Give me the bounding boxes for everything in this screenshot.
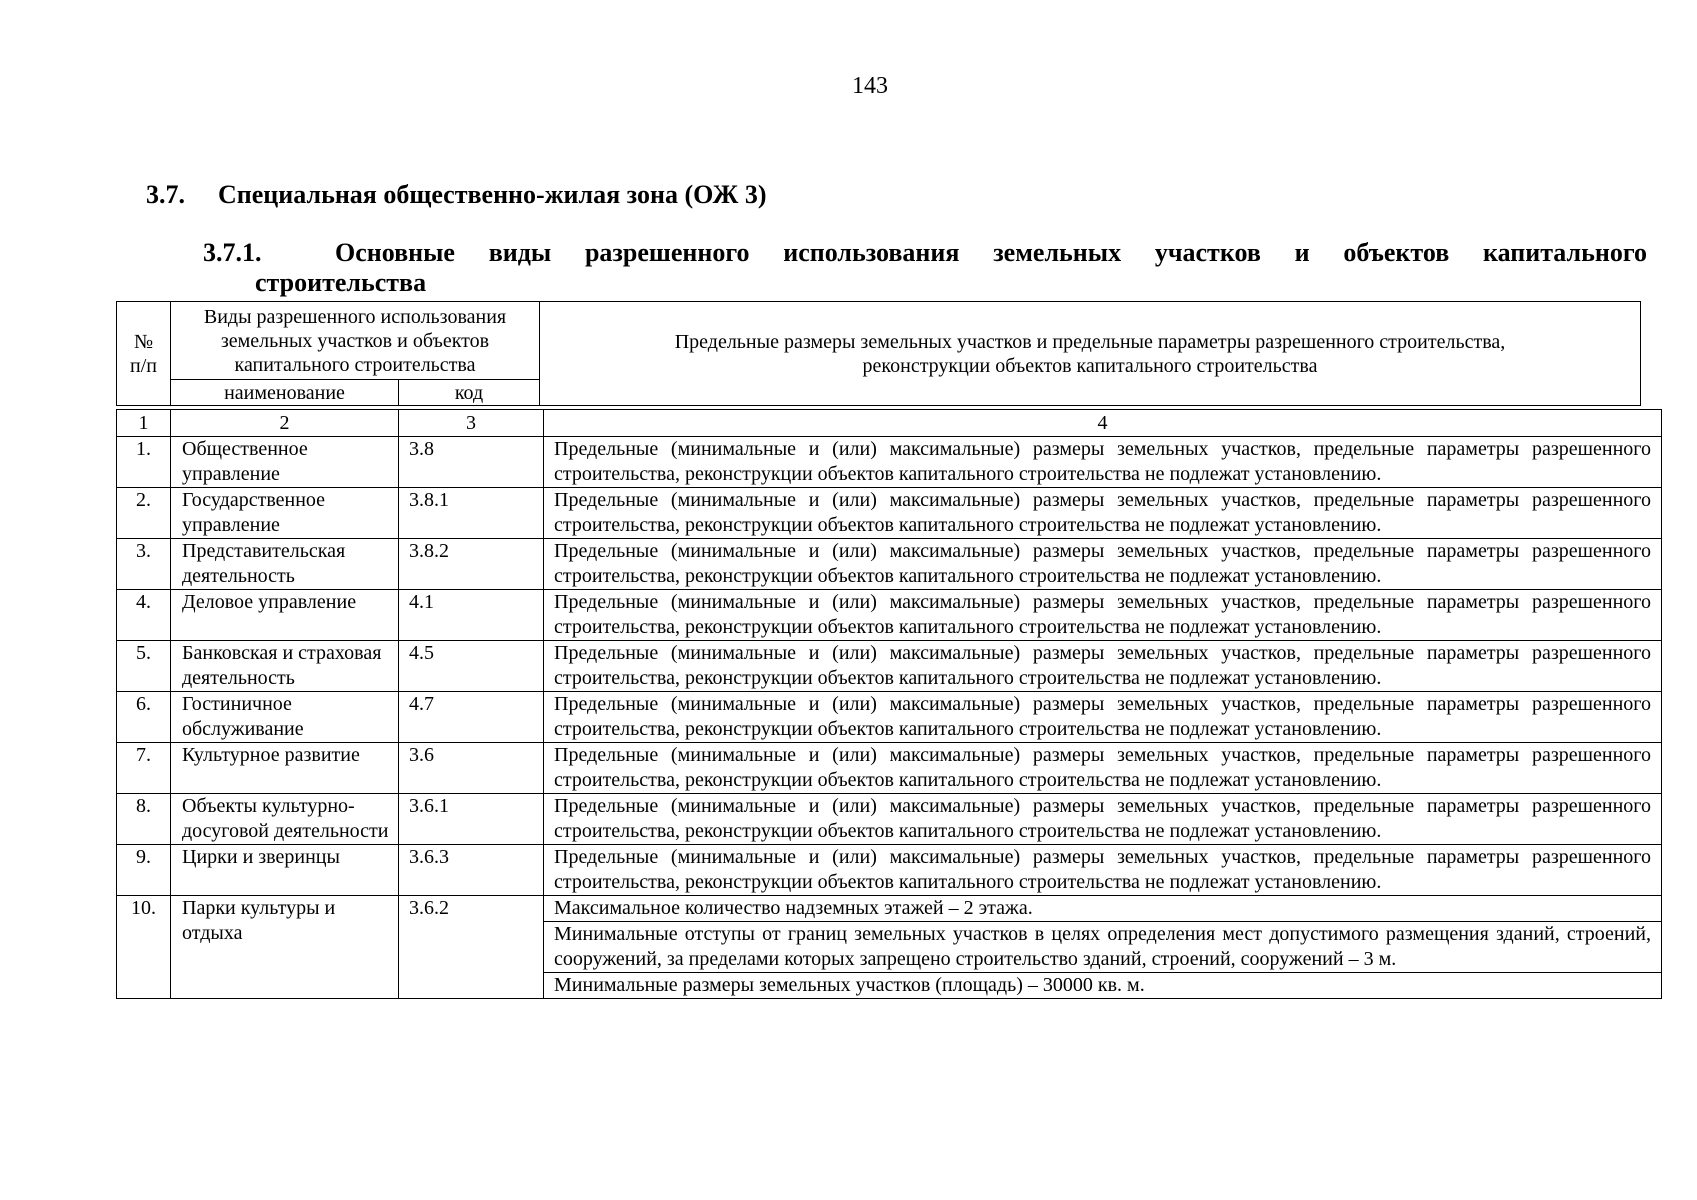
subsection-title — [203, 238, 1647, 298]
row-number: 9. — [117, 845, 171, 896]
row-number: 7. — [117, 743, 171, 794]
table-row — [117, 437, 1662, 488]
main-table — [116, 409, 1662, 999]
section-number: 3.7. — [146, 180, 185, 209]
row-number: 6. — [117, 692, 171, 743]
subsection-title-line1 — [203, 238, 1647, 268]
row-use-name: Деловое управление — [171, 590, 399, 641]
section-title — [146, 180, 767, 210]
header-name: наименование — [171, 380, 399, 406]
subsection-title-line2: строительства — [255, 268, 427, 297]
row-limits: Минимальные отступы от границ земельных участков в целях определения мест допустимого размещения зданий, строений, сооружений, за пределами которых запрещено строительство зданий, строений, сооружений – 3 м. — [544, 922, 1662, 973]
row-limits: Максимальное количество надземных этажей – 2 этажа. — [544, 896, 1662, 922]
table-row — [117, 794, 1662, 845]
row-use-name: Объекты культурно-досуговой деятельности — [171, 794, 399, 845]
row-number: 8. — [117, 794, 171, 845]
row-number: 1. — [117, 437, 171, 488]
section-title-text: Специальная общественно-жилая зона (ОЖ 3) — [218, 180, 767, 209]
row-limits: Предельные (минимальные и (или) максимальные) размеры земельных участков, предельные параметры разрешенного строительства, реконструкции объектов капитального строительства не подлежат установлению. — [544, 488, 1662, 539]
row-use-code: 3.6.2 — [399, 896, 544, 999]
row-use-name: Банковская и страховая деятельность — [171, 641, 399, 692]
row-number: 10. — [117, 896, 171, 999]
row-limits: Минимальные размеры земельных участков (площадь) – 30000 кв. м. — [544, 973, 1662, 999]
header-limits: Предельные размеры земельных участков и предельные параметры разрешенного строительства, реконструкции объектов капитального строительства — [540, 302, 1641, 406]
row-limits: Предельные (минимальные и (или) максимальные) размеры земельных участков, предельные параметры разрешенного строительства, реконструкции объектов капитального строительства не подлежат установлению. — [544, 437, 1662, 488]
subsection-number: 3.7.1. — [203, 238, 262, 267]
row-use-code: 4.5 — [399, 641, 544, 692]
row-use-name: Цирки и зверинцы — [171, 845, 399, 896]
column-index: 4 — [544, 410, 1662, 437]
row-use-code: 4.7 — [399, 692, 544, 743]
table-row — [117, 743, 1662, 794]
row-use-code: 3.8.2 — [399, 539, 544, 590]
table-row — [117, 845, 1662, 896]
row-limits: Предельные (минимальные и (или) максимальные) размеры земельных участков, предельные параметры разрешенного строительства, реконструкции объектов капитального строительства не подлежат установлению. — [544, 590, 1662, 641]
column-index: 1 — [117, 410, 171, 437]
page-number: 143 — [852, 73, 888, 99]
row-use-name: Общественное управление — [171, 437, 399, 488]
row-limits: Предельные (минимальные и (или) максимальные) размеры земельных участков, предельные параметры разрешенного строительства, реконструкции объектов капитального строительства не подлежат установлению. — [544, 743, 1662, 794]
row-use-code: 3.6.1 — [399, 794, 544, 845]
row-use-name: Государственное управление — [171, 488, 399, 539]
header-number: № п/п — [117, 302, 171, 406]
row-limits: Предельные (минимальные и (или) максимальные) размеры земельных участков, предельные параметры разрешенного строительства, реконструкции объектов капитального строительства не подлежат установлению. — [544, 641, 1662, 692]
row-use-code: 4.1 — [399, 590, 544, 641]
table-row — [117, 896, 1662, 922]
row-use-name: Парки культуры и отдыха — [171, 896, 399, 999]
row-number: 5. — [117, 641, 171, 692]
table-header — [116, 301, 1641, 406]
table-row — [117, 488, 1662, 539]
row-use-code: 3.8.1 — [399, 488, 544, 539]
table-row — [117, 539, 1662, 590]
row-limits: Предельные (минимальные и (или) максимальные) размеры земельных участков, предельные параметры разрешенного строительства, реконструкции объектов капитального строительства не подлежат установлению. — [544, 692, 1662, 743]
row-use-name: Представительская деятельность — [171, 539, 399, 590]
row-limits: Предельные (минимальные и (или) максимальные) размеры земельных участков, предельные параметры разрешенного строительства, реконструкции объектов капитального строительства не подлежат установлению. — [544, 845, 1662, 896]
column-index: 3 — [399, 410, 544, 437]
header-use-types: Виды разрешенного использования земельных участков и объектов капитального строительства — [171, 302, 540, 380]
row-number: 4. — [117, 590, 171, 641]
row-use-name: Гостиничное обслуживание — [171, 692, 399, 743]
row-limits: Предельные (минимальные и (или) максимальные) размеры земельных участков, предельные параметры разрешенного строительства, реконструкции объектов капитального строительства не подлежат установлению. — [544, 794, 1662, 845]
header-code: код — [399, 380, 540, 406]
table-row — [117, 692, 1662, 743]
subsection-title-text: Основные виды разрешенного использования земельных участков и объектов капитального — [335, 238, 1647, 267]
column-index: 2 — [171, 410, 399, 437]
table-row — [117, 641, 1662, 692]
row-use-code: 3.6.3 — [399, 845, 544, 896]
table-row — [117, 590, 1662, 641]
row-number: 3. — [117, 539, 171, 590]
column-index-row — [117, 410, 1662, 437]
row-number: 2. — [117, 488, 171, 539]
row-use-code: 3.8 — [399, 437, 544, 488]
row-use-name: Культурное развитие — [171, 743, 399, 794]
row-use-code: 3.6 — [399, 743, 544, 794]
row-limits: Предельные (минимальные и (или) максимальные) размеры земельных участков, предельные параметры разрешенного строительства, реконструкции объектов капитального строительства не подлежат установлению. — [544, 539, 1662, 590]
